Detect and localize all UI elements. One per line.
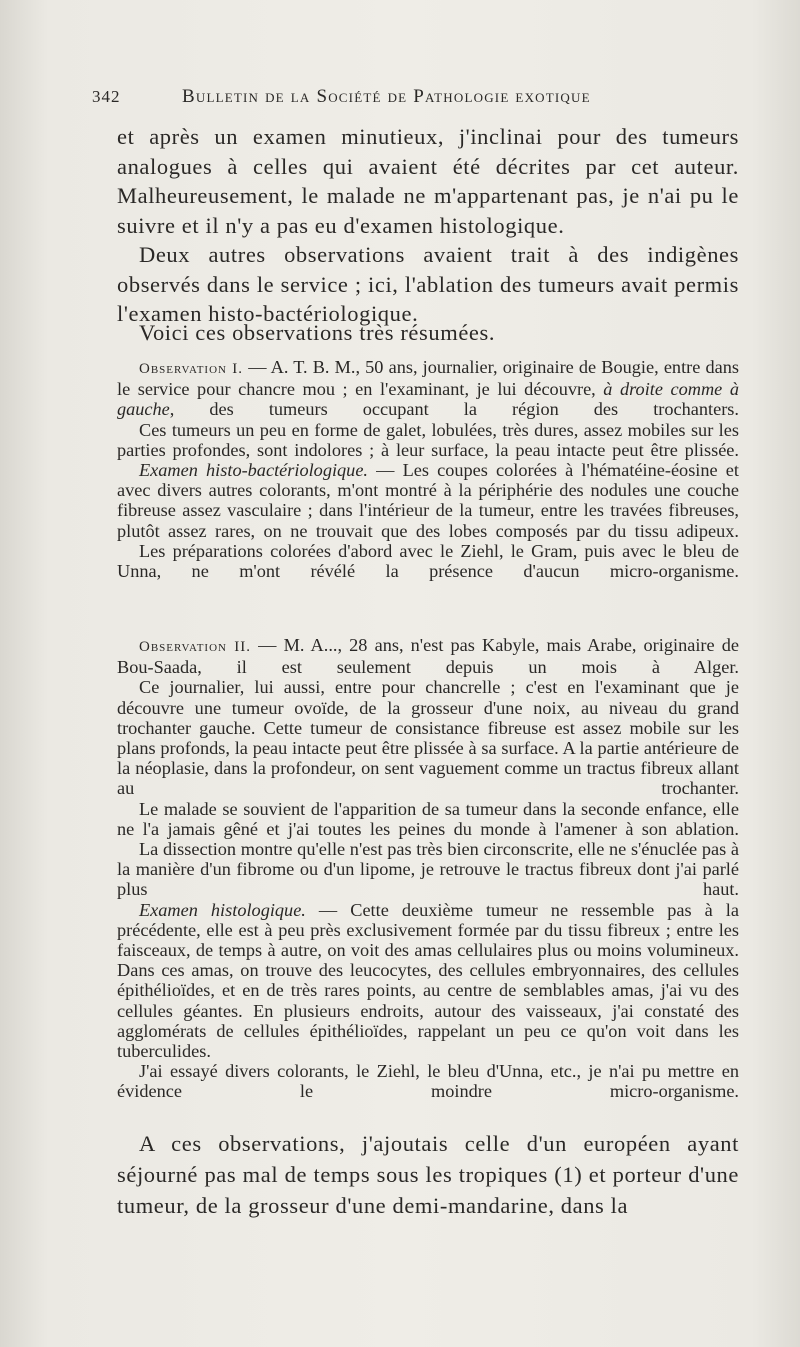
obs2-paragraph-3: Le malade se souvient de l'apparition de sa tumeur dans la seconde enfance, elle ne l'a jamais gêné et j'ai toutes les peines du monde à l'amener à son ablation. [117, 798, 739, 839]
running-header [92, 86, 732, 108]
obs1-paragraph-2: Ces tumeurs un peu en forme de galet, lobulées, très dures, assez mobiles sur les parties profondes, sont indolores ; à leur surface, la peau intacte peut être plissée. [117, 419, 739, 460]
intro-paragraph-3: Voici ces observations très résumées. [139, 320, 496, 345]
journal-title: Bulletin de la Société de Pathologie exotique [182, 86, 591, 107]
obs2-paragraph-1: Observation II. — M. A..., 28 ans, n'est pas Kabyle, mais Arabe, originaire de Bou-Saada, il est seulement depuis un mois à Alger. [117, 635, 739, 678]
observation-2 [117, 635, 739, 1102]
obs2-paragraph-5: Examen histologique. — Cette deuxième tumeur ne ressemble pas à la précédente, elle est à peu près exclusivement formée par du tissu fibreux ; entre les faisceaux, de temps à autre, on voit des amas cellulaires plus ou moins volumineux. Dans ces amas, on trouve des leucocytes, des cellules embryonnaires, des cellules épithélioïdes, et en de très rares points, au centre de semblables amas, j'ai vu des cellules géantes. En plusieurs endroits, autour des vaisseaux, j'ai constaté des agglomérats de cellules épithélioïdes, rappelant un peu ce qu'on voit dans les tuberculides. [117, 899, 739, 1062]
obs1-paragraph-1: Observation I. — A. T. B. M., 50 ans, journalier, originaire de Bougie, entre dans le service pour chancre mou ; en l'examinant, je lui découvre, à droite comme à gauche, des tumeurs occupant la région des trochanters. [117, 357, 740, 420]
page-number: 342 [92, 87, 121, 106]
intro-paragraph-2: Deux autres observations avaient trait à des indigènes observés dans le service ; ici, l'ablation des tumeurs avait permis l'examen histo-bactériologique. [117, 242, 739, 326]
observation-1 [117, 357, 739, 581]
obs1-label: Observation I. [139, 361, 244, 377]
intro-paragraph-1: et après un examen minutieux, j'inclinai pour des tumeurs analogues à celles qui avaient été décrites par cet auteur. Malheureusement, le malade ne m'appartenant pas, je n'ai pu le suivre et il n'y a pas eu d'examen histologique. [117, 124, 739, 238]
obs1-paragraph-4: Les préparations colorées d'abord avec le Ziehl, le Gram, puis avec le bleu de Unna, ne m'ont révélé la présence d'aucun micro-organisme. [117, 540, 739, 582]
obs1-paragraph-3: Examen histo-bactériologique. — Les coupes colorées à l'hématéine-éosine et avec divers autres colorants, m'ont montré à la périphérie des nodules une couche fibreuse assez vasculaire ; dans l'intérieur de la tumeur, entre les travées fibreuses, plutôt assez rares, on ne trouvait que des lobes composés par du tissu adipeux. [117, 460, 739, 541]
obs2-paragraph-6: J'ai essayé divers colorants, le Ziehl, le bleu d'Unna, etc., je n'ai pu mettre en évidence le moindre micro-organisme. [117, 1061, 739, 1102]
obs2-paragraph-2: Ce journalier, lui aussi, entre pour chancrelle ; c'est en l'examinant que je découvre une tumeur ovoïde, de la grosseur d'une noix, au niveau du grand trochanter gauche. Cette tumeur de consistance fibreuse est assez mobile sur les plans profonds, la peau intacte peut être plissée à sa surface. A la partie antérieure de la néoplasie, dans la profondeur, on sent vaguement comme un tractus fibreux allant au trochanter. [117, 677, 739, 799]
closing-paragraph: A ces observations, j'ajoutais celle d'un européen ayant séjourné pas mal de temps sous les tropiques (1) et porteur d'une tumeur, de la grosseur d'une demi-mandarine, dans la [117, 1131, 739, 1218]
obs2-label: Observation II. [139, 639, 252, 655]
obs2-paragraph-4: La dissection montre qu'elle n'est pas très bien circonscrite, elle ne s'énuclée pas à la manière d'un fibrome ou d'un lipome, je retrouve le tractus fibreux dont j'ai parlé plus haut. [117, 839, 739, 900]
